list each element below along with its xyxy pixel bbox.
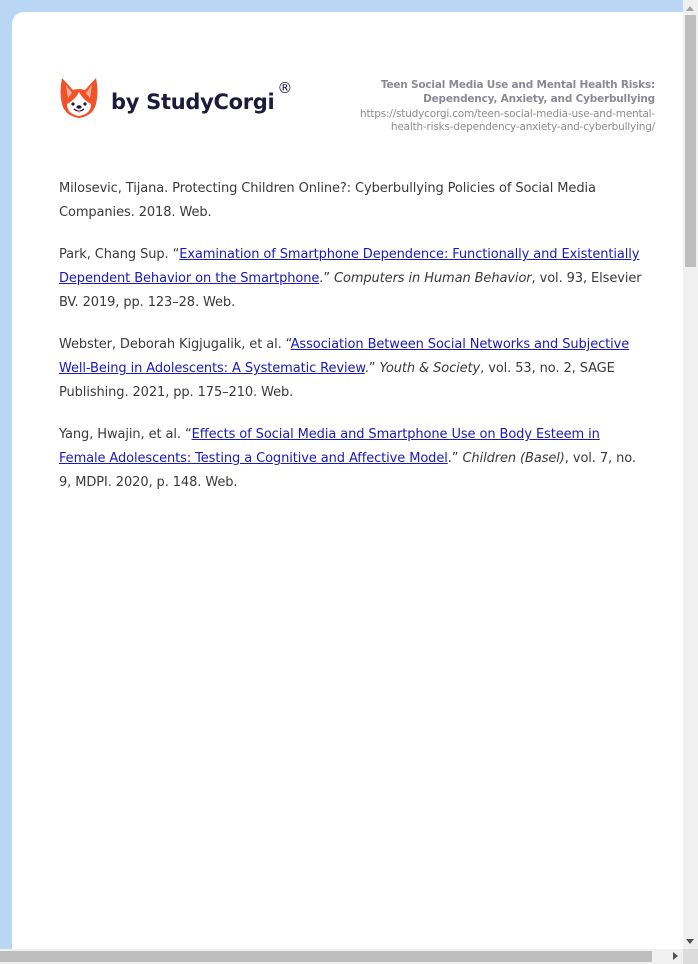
reference-punctuation: .”: [319, 271, 334, 286]
reference-details: , vol. 93, Elsevier BV. 2019, pp. 123–28. Web.: [59, 271, 642, 310]
document-page: [12, 12, 683, 949]
reference-item: [59, 333, 649, 405]
document-url-line-1: https://studycorgi.com/teen-social-media-use-and-mental-: [360, 108, 655, 120]
reference-authors: Yang, Hwajin, et al. “: [59, 427, 192, 442]
references-list: [59, 177, 649, 513]
reference-item: [59, 243, 649, 315]
studycorgi-logo[interactable]: [59, 76, 292, 120]
reference-journal: Computers in Human Behavior: [333, 271, 532, 286]
horizontal-scrollbar[interactable]: [0, 949, 683, 964]
scroll-down-arrow-icon[interactable]: [686, 939, 694, 944]
horizontal-scroll-thumb[interactable]: [0, 951, 652, 962]
reference-link[interactable]: Examination of Smartphone Dependence: Functionally and Existentially Dependent Behavior on the Smartphone: [59, 247, 640, 286]
vertical-scroll-thumb[interactable]: [685, 15, 696, 267]
reference-item: [59, 177, 649, 225]
reference-authors: Webster, Deborah Kigjugalik, et al. “: [59, 337, 291, 352]
vertical-scrollbar[interactable]: [683, 0, 698, 949]
reference-details: , vol. 7, no. 9, MDPI. 2020, p. 148. Web.: [59, 451, 636, 490]
document-meta: [315, 78, 655, 134]
reference-link[interactable]: Effects of Social Media and Smartphone Use on Body Esteem in Female Adolescents: Testing a Cognitive and Affective Model: [59, 427, 600, 466]
scrollbar-corner: [683, 949, 698, 964]
corgi-face-icon: [59, 76, 99, 120]
reference-journal: Children (Basel): [462, 451, 565, 466]
reference-item: [59, 423, 649, 495]
reference-text: Milosevic, Tijana. Protecting Children Online?: Cyberbullying Policies of Social Media Companies. 2018. Web.: [59, 181, 596, 220]
page-header: [59, 72, 655, 152]
reference-link[interactable]: Association Between Social Networks and Subjective Well-Being in Adolescents: A Systematic Review: [59, 337, 630, 376]
reference-authors: Park, Chang Sup. “: [59, 247, 180, 262]
logo-wordmark: by StudyCorgi: [111, 90, 275, 114]
reference-journal: Youth & Society: [379, 361, 481, 376]
document-url-line-2: health-risks-dependency-anxiety-and-cyberbullying/: [390, 121, 655, 133]
document-title: [315, 78, 655, 106]
scroll-up-arrow-icon[interactable]: [686, 6, 694, 11]
reference-details: , vol. 53, no. 2, SAGE Publishing. 2021, pp. 175–210. Web.: [59, 361, 615, 400]
document-url[interactable]: [315, 108, 655, 134]
registered-mark: ®: [277, 79, 293, 97]
reference-punctuation: .”: [447, 451, 463, 466]
document-title-line-1: Teen Social Media Use and Mental Health Risks:: [380, 79, 655, 91]
scroll-right-arrow-icon[interactable]: [673, 952, 678, 960]
reference-punctuation: .”: [364, 361, 380, 376]
document-title-line-2: Dependency, Anxiety, and Cyberbullying: [423, 93, 655, 105]
